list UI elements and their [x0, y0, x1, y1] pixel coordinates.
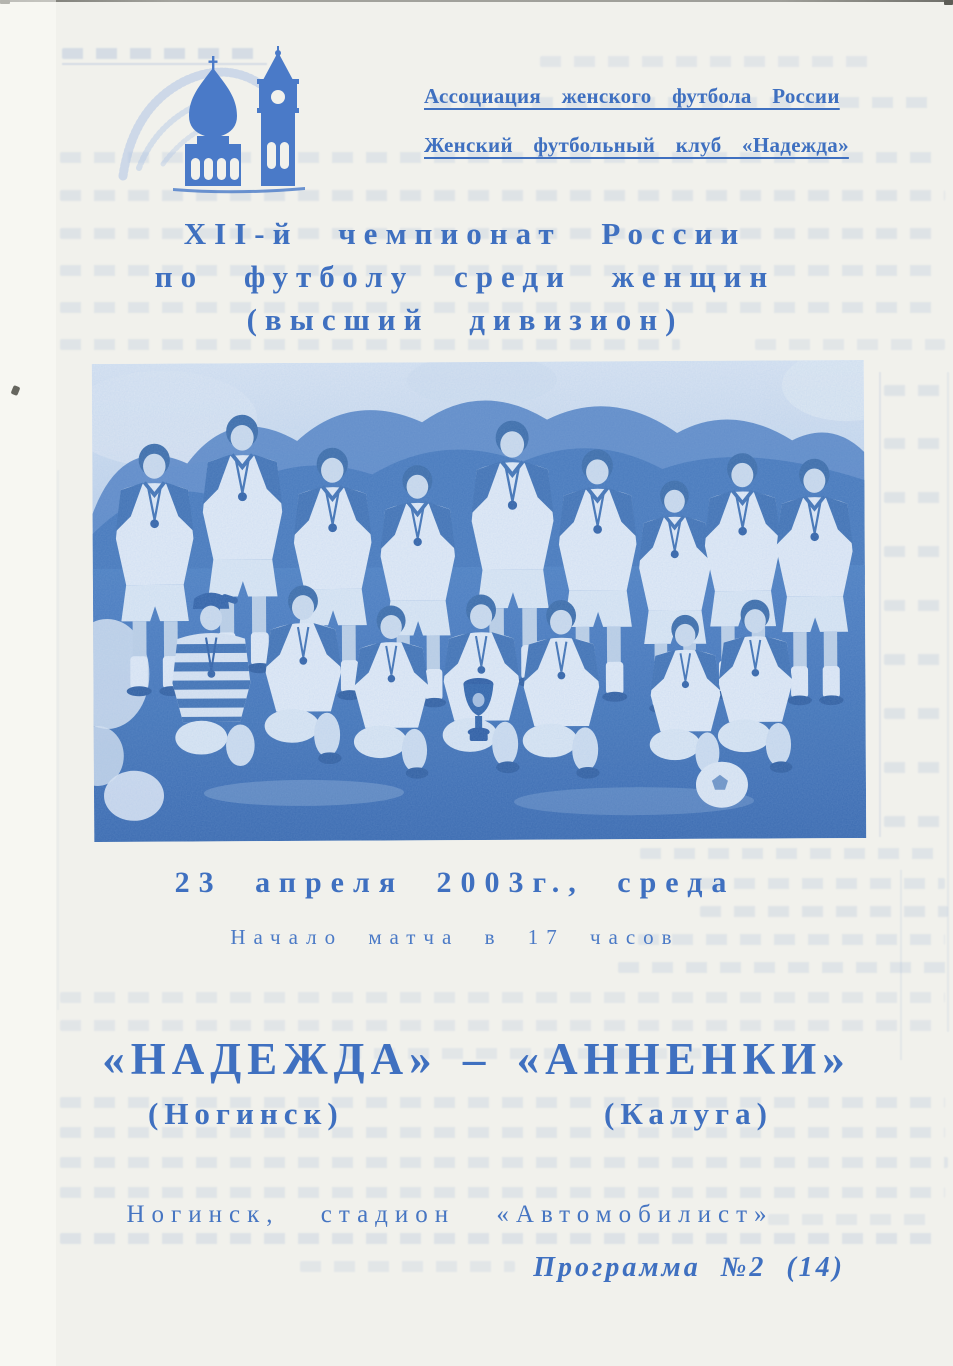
scan-margin — [0, 0, 56, 1366]
away-team-city: (Калуга) — [604, 1096, 773, 1131]
title-line-1: XII-й чемпионат России — [183, 216, 747, 251]
header-club-name: Женский футбольный клуб «Надежда» — [424, 133, 849, 157]
church-logo-icon — [112, 46, 324, 196]
venue: Ногинск, стадион «Автомобилист» — [126, 1201, 774, 1228]
scan-edge-top — [0, 0, 953, 2]
title-line-3: (высший дивизион) — [246, 302, 684, 337]
header-association: Ассоциация женского футбола России — [424, 84, 840, 108]
team-photo — [92, 360, 866, 842]
program-number: Программа №2 (14) — [533, 1252, 845, 1283]
match-date: 23 апреля 2003г., среда — [174, 866, 736, 899]
title-line-2: по футболу среди женщин — [154, 259, 776, 294]
kickoff-time: Начало матча в 17 часов — [230, 925, 680, 949]
championship-title — [0, 212, 930, 341]
teams-headline: «НАДЕЖДА» – «АННЕНКИ» — [102, 1034, 851, 1084]
scan-corner-mark — [944, 0, 953, 5]
home-team-city: (Ногинск) — [148, 1096, 344, 1131]
